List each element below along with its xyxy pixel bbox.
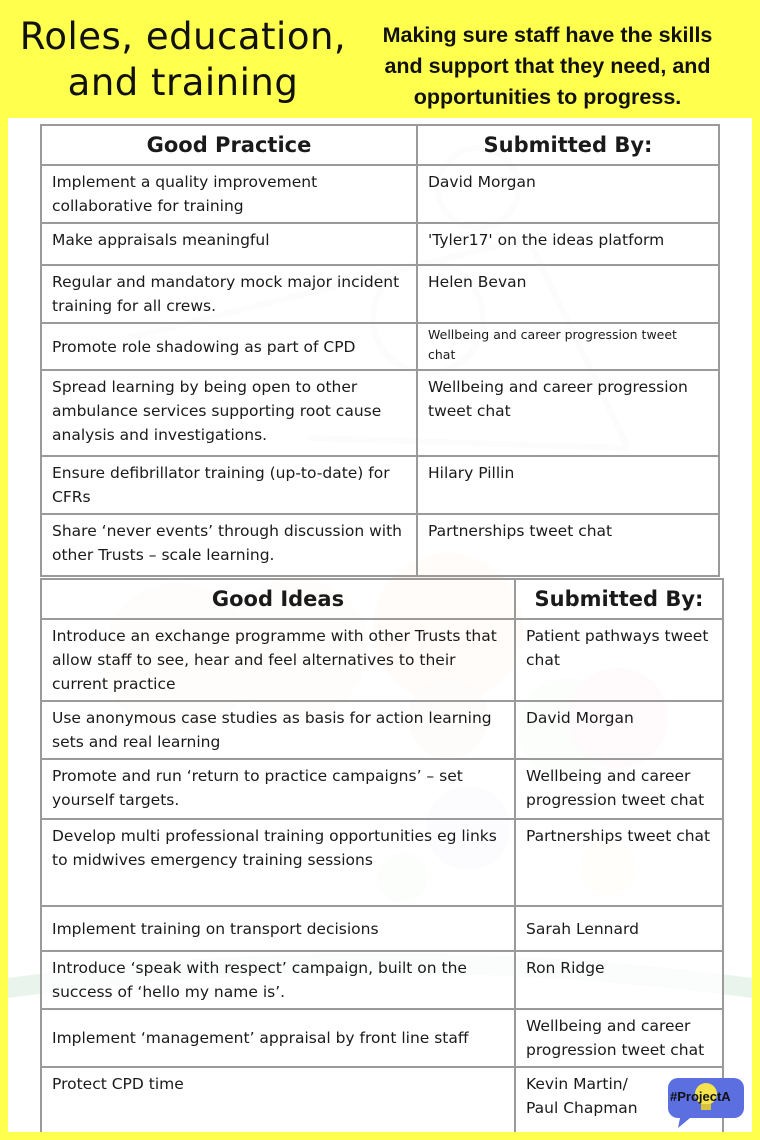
subtitle-line: opportunities to progress. [413, 85, 682, 109]
table-row [41, 223, 719, 265]
table-row [41, 370, 719, 456]
column-header: Submitted By: [417, 125, 719, 165]
idea-cell: Protect CPD time [41, 1067, 515, 1132]
subtitle-line: Making sure staff have the skills [382, 23, 713, 47]
submitted-by-cell: Ron Ridge [515, 951, 723, 1009]
page-title [18, 14, 348, 106]
table-header-row [41, 579, 723, 619]
column-header: Good Practice [41, 125, 417, 165]
column-header: Good Ideas [41, 579, 515, 619]
submitted-by-cell: Wellbeing and career progression tweet chat [417, 323, 719, 370]
practice-cell: Implement a quality improvement collaborative for training [41, 165, 417, 223]
practice-cell: Spread learning by being open to other ambulance services supporting root cause analysis and investigations. [41, 370, 417, 456]
practice-cell: Make appraisals meaningful [41, 223, 417, 265]
header [0, 0, 760, 118]
table-row [41, 323, 719, 370]
table-row [41, 619, 723, 701]
subtitle-line: and support that they need, and [384, 54, 711, 78]
table-row [41, 759, 723, 819]
table-row [41, 165, 719, 223]
submitted-by-cell: Wellbeing and career progression tweet chat [417, 370, 719, 456]
title-line: and training [67, 61, 299, 104]
submitted-by-cell: Partnerships tweet chat [417, 514, 719, 576]
table-row [41, 1067, 723, 1132]
title-line: Roles, education, [19, 15, 347, 58]
good-ideas-table [40, 578, 724, 1132]
submitted-by-cell: Partnerships tweet chat [515, 819, 723, 906]
logo-text: #ProjectA [670, 1089, 731, 1104]
idea-cell: Develop multi professional training opportunities eg links to midwives emergency training sessions [41, 819, 515, 906]
submitted-by-cell: Wellbeing and career progression tweet chat [515, 759, 723, 819]
table-row [41, 456, 719, 514]
page-subtitle [345, 20, 750, 113]
idea-cell: Introduce ‘speak with respect’ campaign, built on the success of ‘hello my name is’. [41, 951, 515, 1009]
table-header-row [41, 125, 719, 165]
idea-cell: Implement ‘management’ appraisal by front line staff [41, 1009, 515, 1067]
content-panel [8, 118, 752, 1132]
submitted-by-cell: Patient pathways tweet chat [515, 619, 723, 701]
column-header: Submitted By: [515, 579, 723, 619]
table-row [41, 906, 723, 951]
idea-cell: Introduce an exchange programme with other Trusts that allow staff to see, hear and feel alternatives to their current practice [41, 619, 515, 701]
idea-cell: Use anonymous case studies as basis for action learning sets and real learning [41, 701, 515, 759]
practice-cell: Promote role shadowing as part of CPD [41, 323, 417, 370]
project-a-logo [666, 1076, 746, 1130]
submitted-by-cell: David Morgan [515, 701, 723, 759]
idea-cell: Implement training on transport decisions [41, 906, 515, 951]
practice-cell: Regular and mandatory mock major incident training for all crews. [41, 265, 417, 323]
table-row [41, 1009, 723, 1067]
idea-cell: Promote and run ‘return to practice campaigns’ – set yourself targets. [41, 759, 515, 819]
good-practice-table [40, 124, 720, 577]
table-row [41, 514, 719, 576]
submitted-by-cell: David Morgan [417, 165, 719, 223]
table-row [41, 701, 723, 759]
submitted-by-cell: 'Tyler17' on the ideas platform [417, 223, 719, 265]
submitted-by-cell: Helen Bevan [417, 265, 719, 323]
submitted-by-cell: Wellbeing and career progression tweet chat [515, 1009, 723, 1067]
table-row [41, 951, 723, 1009]
practice-cell: Ensure defibrillator training (up-to-date) for CFRs [41, 456, 417, 514]
submitted-by-cell: Sarah Lennard [515, 906, 723, 951]
practice-cell: Share ‘never events’ through discussion with other Trusts – scale learning. [41, 514, 417, 576]
submitted-by-cell: Hilary Pillin [417, 456, 719, 514]
table-row [41, 819, 723, 906]
table-row [41, 265, 719, 323]
submitted-by-line: Kevin Martin/ [526, 1075, 628, 1093]
submitted-by-line: Paul Chapman [526, 1099, 638, 1117]
